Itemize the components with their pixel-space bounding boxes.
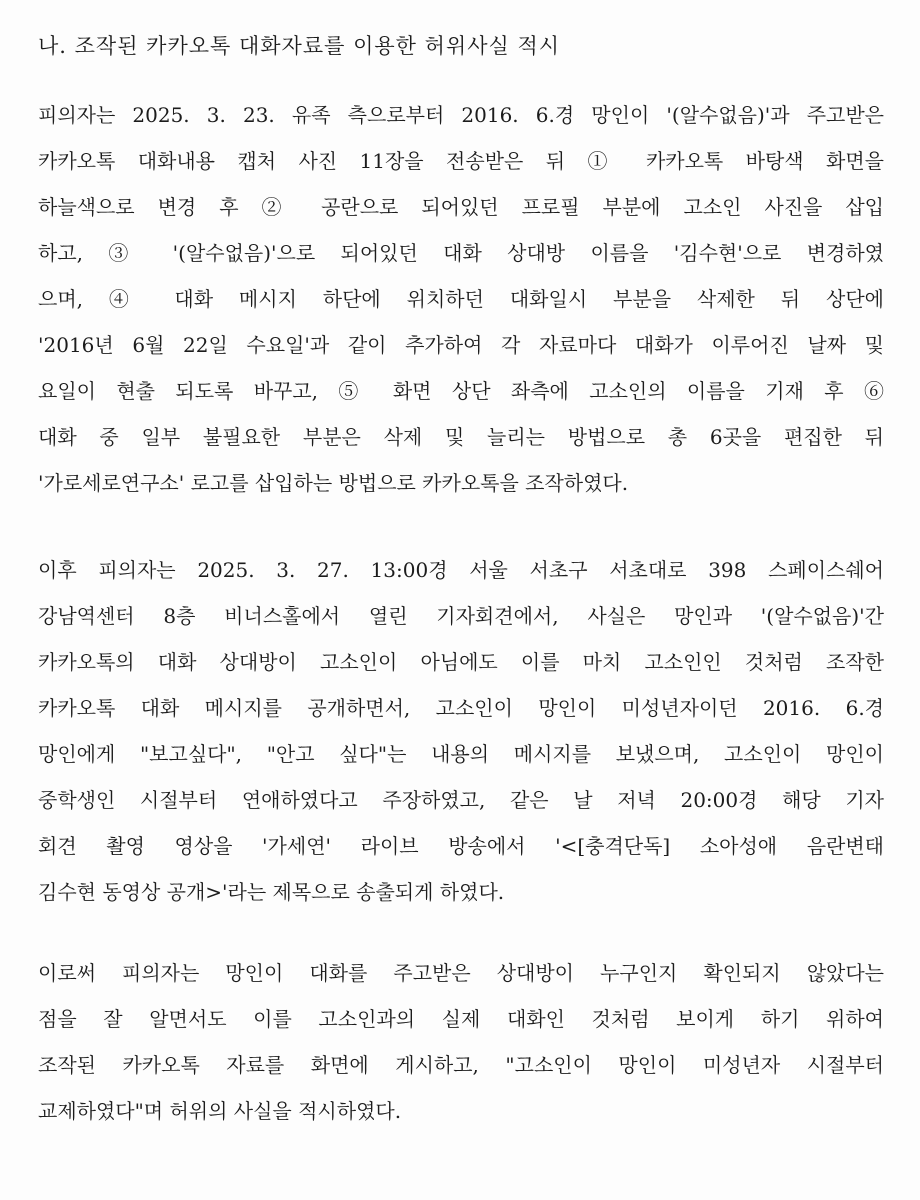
text-line: 이후 피의자는 2025. 3. 27. 13:00경 서울 서초구 서초대로 398 스페이스쉐어	[38, 558, 884, 582]
text-line: 교제하였다"며 허위의 사실을 적시하였다.	[38, 1099, 402, 1123]
text-line: 회견 촬영 영상을 '가세연' 라이브 방송에서 '<[충격단독] 소아성애 음란변태	[38, 834, 884, 858]
text-line: '가로세로연구소' 로고를 삽입하는 방법으로 카카오톡을 조작하였다.	[38, 471, 629, 495]
text-line: 대화 중 일부 불필요한 부분은 삭제 및 늘리는 방법으로 총 6곳을 편집한 뒤	[38, 425, 884, 449]
text-line: 망인에게 "보고싶다", "안고 싶다"는 내용의 메시지를 보냈으며, 고소인이 망인이	[38, 742, 884, 766]
text-line: 하늘색으로 변경 후 ② 공란으로 되어있던 프로필 부분에 고소인 사진을 삽입	[38, 195, 884, 219]
paragraph-fabrication	[38, 100, 884, 514]
text-line: '2016년 6월 22일 수요일'과 같이 추가하여 각 자료마다 대화가 이루어진 날짜 및	[38, 333, 884, 357]
text-line: 으며, ④ 대화 메시지 하단에 위치하던 대화일시 부분을 삭제한 뒤 상단에	[38, 287, 884, 311]
paragraph-conclusion	[38, 958, 884, 1142]
text-line: 김수현 동영상 공개>'라는 제목으로 송출되게 하였다.	[38, 880, 505, 904]
text-line: 조작된 카카오톡 자료를 화면에 게시하고, "고소인이 망인이 미성년자 시절부터	[38, 1053, 884, 1077]
text-line: 강남역센터 8층 비너스홀에서 열린 기자회견에서, 사실은 망인과 '(알수없음)'간	[38, 604, 884, 628]
text-line: 점을 잘 알면서도 이를 고소인과의 실제 대화인 것처럼 보이게 하기 위하여	[38, 1007, 884, 1031]
text-line: 이로써 피의자는 망인이 대화를 주고받은 상대방이 누구인지 확인되지 않았다는	[38, 961, 884, 985]
text-line: 중학생인 시절부터 연애하였다고 주장하였고, 같은 날 저녁 20:00경 해당 기자	[38, 788, 884, 812]
text-line: 하고, ③ '(알수없음)'으로 되어있던 대화 상대방 이름을 '김수현'으로 변경하였	[38, 241, 884, 265]
text-line: 카카오톡의 대화 상대방이 고소인이 아님에도 이를 마치 고소인인 것처럼 조작한	[38, 650, 884, 674]
text-line: 카카오톡 대화내용 캡처 사진 11장을 전송받은 뒤 ① 카카오톡 바탕색 화면을	[38, 149, 884, 173]
text-line: 피의자는 2025. 3. 23. 유족 측으로부터 2016. 6.경 망인이 '(알수없음)'과 주고받은	[38, 103, 884, 127]
section-heading: 나. 조작된 카카오톡 대화자료를 이용한 허위사실 적시	[38, 34, 561, 58]
paragraph-press-conference	[38, 555, 884, 923]
text-line: 요일이 현출 되도록 바꾸고, ⑤ 화면 상단 좌측에 고소인의 이름을 기재 후 ⑥	[38, 379, 884, 403]
text-line: 카카오톡 대화 메시지를 공개하면서, 고소인이 망인이 미성년자이던 2016. 6.경	[38, 696, 884, 720]
